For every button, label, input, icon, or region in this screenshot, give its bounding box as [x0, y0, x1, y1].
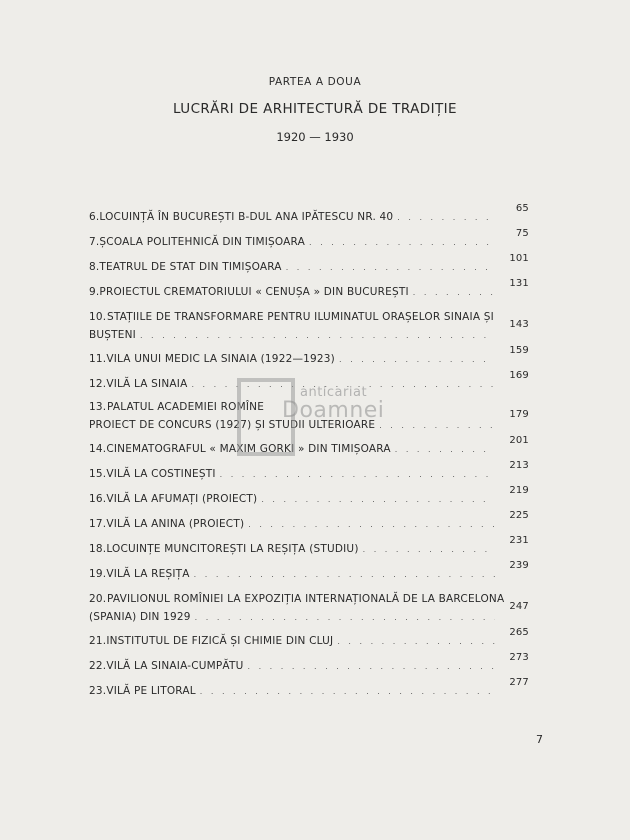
toc-entry-line	[89, 228, 529, 251]
toc-entry	[89, 203, 529, 226]
toc-entry-number: 12.	[89, 378, 107, 390]
toc-entry-title: VILĂ LA ANINA (PROIECT)	[106, 518, 245, 530]
toc-entry-number: 18.	[89, 543, 107, 555]
dot-leader	[248, 516, 495, 534]
toc-entry-title: LOCUINȚE MUNCITOREȘTI LA REȘIȚA (STUDIU)	[106, 543, 359, 555]
toc-entry-line	[89, 590, 529, 608]
toc-entry-line	[89, 460, 529, 483]
dot-leader	[286, 259, 495, 277]
dot-leader	[261, 491, 495, 509]
toc-entry-number: 14.	[89, 443, 107, 455]
toc-entry-title: VILĂ LA REȘIȚA	[106, 568, 190, 580]
toc-entry-title: PROIECT DE CONCURS (1927) ȘI STUDII ULTERIOARE	[89, 419, 376, 431]
toc-entry-title: STAȚIILE DE TRANSFORMARE PENTRU ILUMINATUL ORAȘELOR SINAIA ȘI	[107, 311, 494, 323]
toc-entry-page: 247	[509, 601, 529, 612]
toc-entry-number: 16.	[89, 493, 107, 505]
toc-entry-title: INSTITUTUL DE FIZICĂ ȘI CHIMIE DIN CLUJ	[106, 635, 334, 647]
toc-entry-line	[89, 652, 529, 675]
dot-leader	[309, 234, 495, 252]
toc-entry-title: VILA UNUI MEDIC LA SINAIA (1922—1923)	[106, 353, 335, 365]
toc-entry-line	[89, 435, 529, 458]
toc-entry-page: 239	[509, 560, 529, 571]
dot-leader	[379, 417, 495, 435]
toc-entry	[89, 590, 529, 626]
toc-entry-page: 75	[515, 228, 529, 239]
toc-entry-title: VILĂ PE LITORAL	[106, 685, 196, 697]
toc-entry-page: 143	[509, 319, 529, 330]
toc-entry-title: VILĂ LA SINAIA-CUMPĂTU	[106, 660, 244, 672]
dot-leader	[140, 327, 495, 345]
toc-entry	[89, 253, 529, 276]
toc-entry-page: 179	[509, 409, 529, 420]
toc-entry-page: 131	[509, 278, 529, 289]
dot-leader	[248, 658, 496, 676]
dot-leader	[413, 284, 495, 302]
dot-leader	[339, 351, 495, 369]
toc-entry-page: 231	[509, 535, 529, 546]
toc-entry	[89, 460, 529, 483]
toc-entry-line	[89, 560, 529, 583]
toc-entry-line	[89, 278, 529, 301]
toc-entry-number: 23.	[89, 685, 107, 697]
toc-entry-number: 6.	[89, 211, 100, 223]
toc-entry-number: 11.	[89, 353, 107, 365]
dot-leader	[195, 609, 495, 627]
toc-entry-number: 15.	[89, 468, 107, 480]
toc-entry-page: 169	[509, 370, 529, 381]
toc-entry-title: LOCUINȚĂ ÎN BUCUREȘTI B-DUL ANA IPĂTESCU NR. 40	[99, 211, 394, 223]
toc-entry-title: VILĂ LA COSTINEȘTI	[106, 468, 216, 480]
toc-entry-page: 225	[509, 510, 529, 521]
toc-entry	[89, 435, 529, 458]
toc-entry-number: 8.	[89, 261, 100, 273]
toc-entry	[89, 677, 529, 700]
toc-entry	[89, 278, 529, 301]
toc-entry-page: 101	[509, 253, 529, 264]
toc-entry-line	[89, 345, 529, 368]
part-heading: PARTEA A DOUA	[268, 76, 362, 88]
dot-leader	[200, 683, 495, 701]
toc-entry-page: 213	[509, 460, 529, 471]
toc-entry-line	[89, 203, 529, 226]
toc-entry-number: 7.	[89, 236, 100, 248]
dot-leader	[397, 209, 495, 227]
toc-entry-page: 201	[509, 435, 529, 446]
toc-entry-title: (SPANIA) DIN 1929	[89, 611, 191, 623]
toc-entry	[89, 485, 529, 508]
dot-leader	[363, 541, 495, 559]
toc-entry-page: 65	[515, 203, 529, 214]
toc-entry-page: 277	[509, 677, 529, 688]
toc-entry-line	[89, 535, 529, 558]
toc-entry-number: 21.	[89, 635, 107, 647]
toc-entry-title: BUȘTENI	[89, 329, 136, 341]
year-range: 1920 — 1930	[276, 130, 354, 144]
toc-entry-title: PROIECTUL CREMATORIULUI « CENUȘA » DIN BUCUREȘTI	[99, 286, 409, 298]
toc-entry-page: 159	[509, 345, 529, 356]
toc-entry-line	[89, 601, 529, 626]
dot-leader	[395, 441, 495, 459]
toc-entry-page: 265	[509, 627, 529, 638]
toc-entry-line	[89, 308, 529, 326]
toc-entry	[89, 560, 529, 583]
toc-entry-number: 22.	[89, 660, 107, 672]
toc-entry-line	[89, 485, 529, 508]
section-title: LUCRĂRI DE ARHITECTURĂ DE TRADIȚIE	[173, 101, 457, 117]
toc-entry-title: ȘCOALA POLITEHNICĂ DIN TIMIȘOARA	[99, 236, 306, 248]
toc-entry-title: CINEMATOGRAFUL « MAXIM GORKI » DIN TIMIȘOARA	[106, 443, 391, 455]
toc-entry-line	[89, 677, 529, 700]
toc-entry-title: VILĂ LA SINAIA	[106, 378, 188, 390]
toc-entry-line	[89, 253, 529, 276]
toc-entry-page: 273	[509, 652, 529, 663]
toc-entry-line	[89, 627, 529, 650]
toc-entry-title: VILĂ LA AFUMAȚI (PROIECT)	[106, 493, 258, 505]
toc-entry-title: PAVILIONUL ROMÎNIEI LA EXPOZIȚIA INTERNAȚIONALĂ DE LA BARCELONA	[107, 593, 505, 605]
page-number: 7	[536, 733, 543, 746]
toc-entry-number: 19.	[89, 568, 107, 580]
toc-entry-number: 10.	[89, 311, 107, 323]
toc-entry	[89, 535, 529, 558]
toc-entry-title: PALATUL ACADEMIEI ROMÎNE	[107, 401, 265, 413]
toc-entry-number: 9.	[89, 286, 100, 298]
watermark-big-text: Doamnei	[282, 398, 385, 423]
toc-entry	[89, 228, 529, 251]
toc-entry	[89, 652, 529, 675]
toc-entry-number: 20.	[89, 593, 107, 605]
toc-entry	[89, 627, 529, 650]
toc-entry-line	[89, 319, 529, 344]
toc-entry	[89, 510, 529, 533]
toc-entry	[89, 308, 529, 344]
watermark-small-text: anticariat	[300, 385, 368, 400]
dot-leader	[194, 566, 495, 584]
toc-entry-page: 219	[509, 485, 529, 496]
dot-leader	[337, 633, 495, 651]
toc-entry-line	[89, 510, 529, 533]
toc-entry-number: 17.	[89, 518, 107, 530]
toc-entry-number: 13.	[89, 401, 107, 413]
dot-leader	[220, 466, 495, 484]
toc-entry	[89, 345, 529, 368]
toc-entry-title: TEATRUL DE STAT DIN TIMIȘOARA	[99, 261, 282, 273]
